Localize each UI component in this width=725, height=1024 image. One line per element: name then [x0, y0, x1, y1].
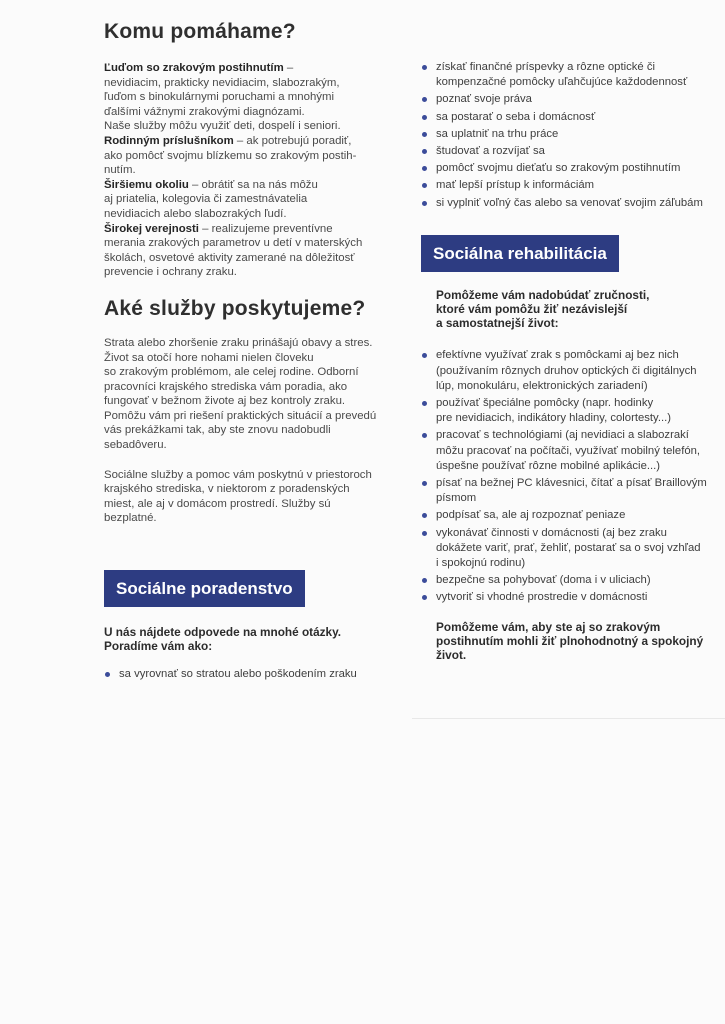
text-line — [104, 192, 394, 207]
list-item-text: efektívne využívať zrak s pomôckami aj bez nich — [436, 349, 679, 362]
text-line: vás prekážkami tak, aby ste znovu nadobudli — [104, 424, 331, 437]
services-heading: Aké služby poskytujeme? — [104, 296, 366, 320]
social-counseling-banner: Sociálne poradenstvo — [104, 570, 305, 607]
text-run: ďalšími vážnymi zrakovými diagnózami. — [104, 105, 305, 118]
bullet-icon — [422, 149, 427, 154]
left-column — [104, 20, 394, 683]
list-item-text: písmom — [436, 492, 477, 505]
list-item-text: môžu pracovať na počítači, využívať mobilný telefón, — [436, 444, 701, 457]
page-edge-line — [412, 718, 725, 719]
list-item — [421, 110, 725, 125]
text-run: prevencie i ochrany zraku. — [104, 266, 237, 279]
list-item-text: úspešne používať rôzne mobilné aplikácie...) — [436, 459, 661, 472]
services-paragraph-2 — [104, 468, 394, 526]
closing-line: život. — [436, 648, 467, 663]
bullet-icon — [422, 183, 427, 188]
bullet-icon — [422, 401, 427, 406]
bullet-icon — [422, 132, 427, 137]
bullet-icon — [422, 481, 427, 486]
list-item-text: sa vyrovnať so stratou alebo poškodením zraku — [119, 668, 357, 681]
bullet-icon — [422, 97, 427, 102]
text-line — [104, 236, 394, 251]
list-item-text: vytvoriť si vhodné prostredie v domácnosti — [436, 591, 648, 604]
list-item-text: (používaním rôznych druhov optických či digitálnych — [436, 364, 697, 377]
text-run: ľuďom s binokulárnymi poruchami a mnohými — [104, 91, 334, 104]
bullet-icon — [422, 595, 427, 600]
counseling-lead-text — [104, 625, 394, 653]
text-run: – — [283, 62, 294, 74]
list-item — [421, 526, 725, 572]
lead-line: ktoré vám pomôžu žiť nezávislejší — [436, 302, 628, 317]
list-item — [104, 667, 394, 682]
bullet-icon — [422, 433, 427, 438]
list-item-text: vykonávať činnosti v domácnosti (aj bez zraku — [436, 526, 667, 539]
list-item-text: si vyplniť voľný čas alebo sa venovať svojim záľubám — [436, 196, 703, 209]
list-item — [421, 92, 725, 107]
text-line — [104, 265, 394, 280]
bullet-icon — [422, 166, 427, 171]
text-line — [104, 163, 394, 178]
text-run: nutím. — [104, 164, 136, 177]
list-item — [421, 178, 725, 193]
rehabilitation-list — [421, 348, 725, 605]
list-item — [421, 348, 725, 394]
list-item — [421, 573, 725, 588]
text-run: – ak potrebujú poradiť, — [233, 134, 352, 147]
text-run: nevidiacim, prakticky nevidiacim, slabozrakým, — [104, 76, 340, 89]
text-line — [104, 76, 394, 91]
text-line — [104, 149, 394, 164]
closing-statement — [421, 620, 725, 663]
list-item-text: písať na bežnej PC klávesnici, čítať a písať Braillovým — [436, 477, 707, 490]
list-item — [421, 161, 725, 176]
list-item-text: pre nevidiacich, indikátory hladiny, colortesty...) — [436, 412, 672, 425]
text-run: – obrátiť sa na nás môžu — [188, 178, 318, 191]
text-line: bezplatné. — [104, 512, 157, 525]
list-item — [421, 476, 725, 506]
text-line: sebadôveru. — [104, 439, 167, 452]
counseling-list — [104, 667, 394, 682]
text-line: krajského strediska, v niektorom z poradenských — [104, 483, 350, 496]
list-item-text: používať špeciálne pomôcky (napr. hodinky — [436, 397, 654, 410]
closing-line: postihnutím mohli žiť plnohodnotný a spokojný — [436, 633, 704, 648]
list-item — [421, 127, 725, 142]
list-item-text: bezpečne sa pohybovať (doma i v uliciach) — [436, 574, 651, 587]
text-line — [104, 222, 394, 237]
text-line — [104, 207, 394, 222]
lead-line: Poradíme vám ako: — [104, 639, 213, 654]
list-item — [421, 590, 725, 605]
list-item — [421, 60, 725, 90]
text-line: fungovať v bežnom živote aj bez kontroly zraku. — [104, 395, 346, 408]
list-item — [421, 508, 725, 523]
text-line — [104, 105, 394, 120]
bold-term: Ľuďom so zrakovým postihnutím — [104, 62, 284, 74]
text-line: pracovníci krajského strediska vám poradia, ako — [104, 380, 348, 393]
right-column — [421, 60, 725, 662]
text-line — [104, 61, 394, 76]
text-line — [104, 178, 394, 193]
text-line: Život sa otočí hore nohami nielen človeku — [104, 351, 314, 364]
text-line — [104, 251, 394, 266]
list-item-text: pracovať s technológiami (aj nevidiaci a slabozrakí — [436, 429, 689, 442]
text-run: školách, osvetové aktivity zamerané na dôležitosť — [104, 251, 355, 264]
social-rehabilitation-banner: Sociálna rehabilitácia — [421, 235, 619, 272]
text-line: Sociálne služby a pomoc vám poskytnú v priestoroch — [104, 468, 372, 481]
bold-term: Širšiemu okoliu — [104, 178, 189, 191]
list-item — [421, 144, 725, 159]
list-item — [421, 196, 725, 211]
bullet-icon — [422, 513, 427, 518]
list-item-text: kompenzačné pomôcky uľahčujúce každodennosť — [436, 76, 688, 89]
closing-line: Pomôžeme vám, aby ste aj so zrakovým — [436, 619, 661, 634]
who-we-help-heading: Komu pomáhame? — [104, 20, 296, 43]
bullet-icon — [422, 578, 427, 583]
bullet-icon — [422, 353, 427, 358]
text-run: ako pomôcť svojmu blízkemu so zrakovým postih- — [104, 149, 357, 162]
who-we-help-text — [104, 61, 394, 280]
text-run: aj priatelia, kolegovia či zamestnávatelia — [104, 193, 308, 206]
list-item — [421, 396, 725, 426]
text-run: Naše služby môžu využiť deti, dospelí i seniori. — [104, 120, 341, 133]
list-item-text: poznať svoje práva — [436, 93, 532, 106]
text-line — [104, 119, 394, 134]
counseling-list-continued — [421, 60, 725, 211]
bullet-icon — [422, 115, 427, 120]
bullet-icon — [422, 201, 427, 206]
rehabilitation-lead-text — [421, 288, 725, 331]
bullet-icon — [422, 531, 427, 536]
list-item-text: študovať a rozvíjať sa — [436, 145, 545, 158]
bullet-icon — [105, 672, 110, 677]
text-line: Strata alebo zhoršenie zraku prinášajú obavy a stres. — [104, 336, 373, 349]
list-item — [421, 428, 725, 474]
text-line — [104, 90, 394, 105]
bullet-icon — [422, 65, 427, 70]
text-line: so zrakovým problémom, ale celej rodine. Odborní — [104, 366, 359, 379]
list-item-text: lúp, monokuláru, elektronických zariadení) — [436, 379, 648, 392]
lead-line: U nás nájdete odpovede na mnohé otázky. — [104, 625, 342, 640]
text-run: – realizujeme preventívne — [198, 222, 333, 235]
text-run: merania zrakových parametrov u detí v materských — [104, 237, 363, 250]
lead-line: Pomôžeme vám nadobúdať zručnosti, — [436, 287, 650, 302]
list-item-text: získať finančné príspevky a rôzne optické či — [436, 61, 655, 73]
text-line — [104, 134, 394, 149]
text-run: nevidiacich alebo slabozrakých ľudí. — [104, 207, 287, 220]
list-item-text: sa uplatniť na trhu práce — [436, 127, 559, 140]
bold-term: Rodinným príslušníkom — [104, 134, 234, 147]
text-line: Pomôžu vám pri riešení praktických situácií a prevedú — [104, 409, 377, 422]
list-item-text: pomôcť svojmu dieťaťu so zrakovým postihnutím — [436, 162, 681, 175]
list-item-text: mať lepší prístup k informáciám — [436, 179, 595, 192]
text-line: miest, ale aj v domácom prostredí. Služby sú — [104, 497, 331, 510]
services-paragraph-1 — [104, 336, 394, 453]
list-item-text: sa postarať o seba i domácnosť — [436, 110, 596, 123]
bold-term: Širokej verejnosti — [104, 222, 199, 235]
lead-line: a samostatnejší život: — [436, 316, 559, 331]
list-item-text: podpísať sa, ale aj rozpoznať peniaze — [436, 509, 626, 522]
list-item-text: dokážete variť, prať, žehliť, postarať sa o svoj vzhľad — [436, 541, 701, 554]
list-item-text: i spokojnú rodinu) — [436, 557, 526, 570]
